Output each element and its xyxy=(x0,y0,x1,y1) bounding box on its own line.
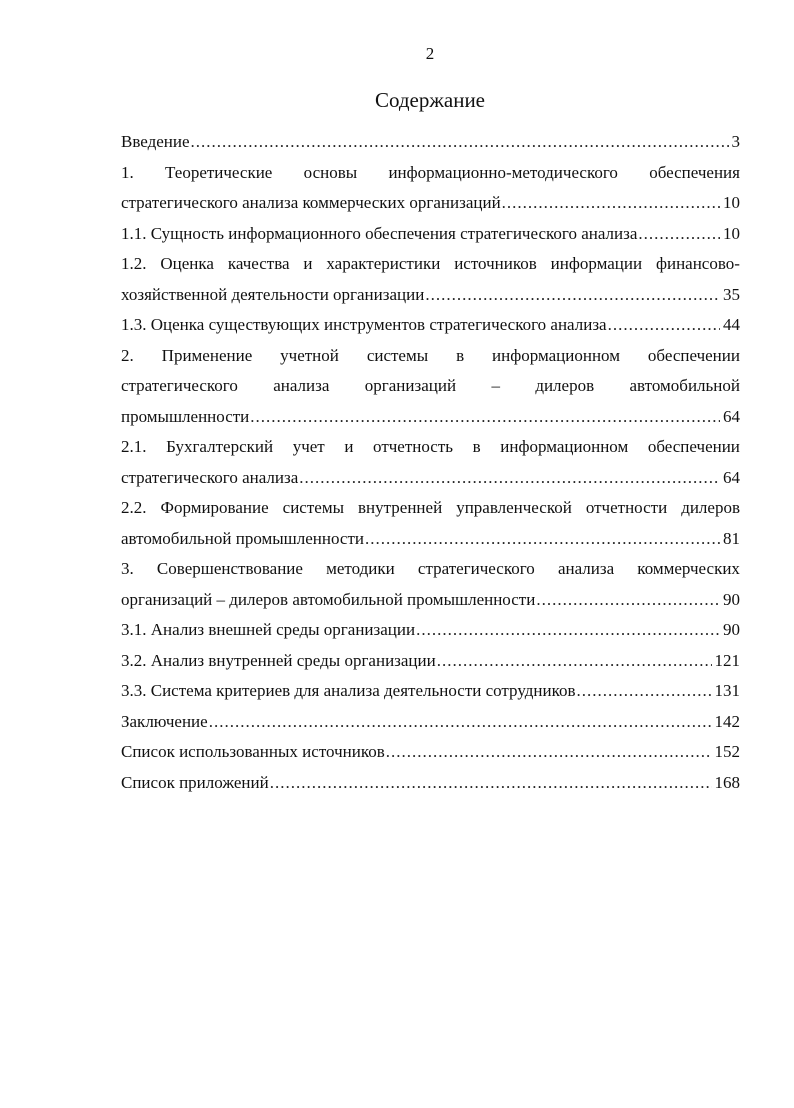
toc-word: дилеров xyxy=(681,498,740,517)
toc-word: характеристики xyxy=(326,254,441,273)
toc-entry-title: 1.3. Оценка существующих инструментов стратегического анализа xyxy=(121,315,607,334)
toc-entry-line xyxy=(121,341,740,372)
toc-entry-last-line xyxy=(121,280,740,311)
toc-word: отчетность xyxy=(373,437,454,456)
toc-word: и xyxy=(344,437,354,456)
toc-word: коммерческих xyxy=(637,559,740,578)
toc-page-number: 81 xyxy=(723,528,740,548)
toc-entry[interactable] xyxy=(121,127,740,158)
toc-entry-last-line xyxy=(121,188,740,219)
toc-word: автомобильной xyxy=(629,376,740,395)
toc-entry-last-line xyxy=(121,707,740,738)
toc-entry[interactable] xyxy=(121,707,740,738)
toc-word: учетной xyxy=(280,345,339,365)
toc-word: в xyxy=(472,437,481,456)
toc-entry-title: 3.3. Система критериев для анализа деятельности сотрудников xyxy=(121,681,576,700)
toc-entry-line xyxy=(121,158,740,189)
toc-word: системы xyxy=(366,345,429,365)
page-number: 2 xyxy=(425,44,435,63)
toc-entry-title: Список приложений xyxy=(121,772,269,792)
toc-word: обеспечения xyxy=(649,162,740,182)
toc-word: 1.2. xyxy=(121,254,147,273)
toc-entry-last-line xyxy=(121,463,740,494)
toc-entry-last-line xyxy=(121,768,740,799)
toc-word: информационном xyxy=(500,437,629,456)
table-of-contents xyxy=(121,127,740,798)
dot-leader xyxy=(209,707,712,738)
dot-leader xyxy=(577,676,712,707)
toc-word: Оценка xyxy=(160,254,214,273)
toc-word: обеспечении xyxy=(647,437,740,456)
toc-entry-title: автомобильной промышленности xyxy=(121,528,364,548)
toc-word: управленческой xyxy=(456,498,572,517)
dot-leader xyxy=(608,310,720,341)
toc-word: Формирование xyxy=(160,498,269,517)
dot-leader xyxy=(536,585,720,616)
toc-entry[interactable] xyxy=(121,646,740,677)
toc-entry-line xyxy=(121,371,740,402)
toc-entry-title: стратегического анализа xyxy=(121,467,299,487)
toc-entry[interactable] xyxy=(121,310,740,341)
toc-page-number: 10 xyxy=(723,223,740,243)
page-title: Содержание xyxy=(374,88,486,112)
toc-entry[interactable] xyxy=(121,493,740,554)
toc-page-number: 90 xyxy=(723,589,740,609)
toc-page-number: 64 xyxy=(723,406,740,426)
toc-entry-title: 3.2. Анализ внутренней среды организации xyxy=(121,650,436,670)
toc-word: обеспечении xyxy=(647,345,740,365)
dot-leader xyxy=(191,127,729,158)
toc-word: информационно-методического xyxy=(388,162,618,182)
toc-word: анализа xyxy=(273,376,330,395)
toc-entry-last-line xyxy=(121,127,740,158)
toc-entry[interactable] xyxy=(121,768,740,799)
toc-word: – xyxy=(491,376,500,395)
toc-word: организаций xyxy=(364,376,457,395)
toc-entry-last-line xyxy=(121,737,740,768)
toc-word: в xyxy=(456,345,465,365)
toc-page-number: 131 xyxy=(714,681,740,700)
toc-page-number: 121 xyxy=(714,650,740,670)
toc-entry[interactable] xyxy=(121,158,740,219)
toc-page-number: 64 xyxy=(723,467,740,487)
toc-word: качества xyxy=(227,254,290,273)
toc-word: стратегического xyxy=(417,559,535,578)
toc-word: 1. xyxy=(121,162,134,182)
toc-entry-line xyxy=(121,554,740,585)
toc-page-number: 10 xyxy=(723,193,740,212)
toc-entry-line xyxy=(121,432,740,463)
toc-word: учет xyxy=(292,437,325,456)
toc-word: дилеров xyxy=(535,376,595,395)
toc-entry-last-line xyxy=(121,676,740,707)
toc-word: информационном xyxy=(492,345,620,365)
toc-entry[interactable] xyxy=(121,249,740,310)
toc-word: 2. xyxy=(121,345,134,365)
toc-page-number: 142 xyxy=(714,711,740,731)
dot-leader xyxy=(299,463,720,494)
toc-page-number: 35 xyxy=(723,284,740,304)
toc-word: Совершенствование xyxy=(156,559,303,578)
toc-entry-title: 3.1. Анализ внешней среды организации xyxy=(121,620,416,639)
toc-entry-title: Введение xyxy=(121,132,190,151)
toc-word: Бухгалтерский xyxy=(166,437,274,456)
toc-word: информации xyxy=(550,254,643,273)
toc-entry[interactable] xyxy=(121,737,740,768)
dot-leader xyxy=(425,280,720,311)
dot-leader xyxy=(638,219,720,250)
toc-page-number: 90 xyxy=(723,620,740,639)
toc-word: и xyxy=(303,254,313,273)
toc-entry[interactable] xyxy=(121,676,740,707)
toc-entry-last-line xyxy=(121,585,740,616)
toc-entry-last-line xyxy=(121,615,740,646)
toc-word: методики xyxy=(326,559,395,578)
dot-leader xyxy=(250,402,720,433)
toc-entry-last-line xyxy=(121,402,740,433)
toc-entry[interactable] xyxy=(121,219,740,250)
dot-leader xyxy=(502,188,720,219)
dot-leader xyxy=(365,524,720,555)
toc-word: стратегического xyxy=(121,376,238,395)
dot-leader xyxy=(416,615,720,646)
toc-word: Применение xyxy=(161,345,253,365)
toc-word: анализа xyxy=(557,559,615,578)
toc-word: основы xyxy=(303,162,358,182)
toc-entry-title: организаций – дилеров автомобильной промышленности xyxy=(121,589,536,609)
toc-word: 2.2. xyxy=(121,498,147,517)
toc-page-number: 168 xyxy=(714,772,740,792)
toc-entry[interactable] xyxy=(121,432,740,493)
dot-leader xyxy=(437,646,712,677)
dot-leader xyxy=(270,768,712,799)
toc-page-number: 3 xyxy=(731,132,740,151)
toc-word: 2.1. xyxy=(121,437,147,456)
toc-entry[interactable] xyxy=(121,615,740,646)
toc-entry-last-line xyxy=(121,219,740,250)
toc-entry-last-line xyxy=(121,310,740,341)
toc-page-number: 152 xyxy=(714,742,740,761)
toc-entry-title: промышленности xyxy=(121,406,250,426)
toc-word: системы xyxy=(282,498,344,517)
toc-entry-title: Заключение xyxy=(121,711,208,731)
toc-entry[interactable] xyxy=(121,554,740,615)
toc-page-number: 44 xyxy=(723,315,740,334)
toc-word: финансово- xyxy=(655,254,740,273)
toc-entry-line xyxy=(121,249,740,280)
toc-word: внутренней xyxy=(358,498,443,517)
toc-entry-line xyxy=(121,493,740,524)
toc-entry[interactable] xyxy=(121,341,740,433)
toc-entry-last-line xyxy=(121,524,740,555)
toc-entry-title: хозяйственной деятельности организации xyxy=(121,284,425,304)
toc-word: отчетности xyxy=(585,498,668,517)
dot-leader xyxy=(386,737,712,768)
toc-entry-title: Список использованных источников xyxy=(121,742,385,761)
toc-word: источников xyxy=(454,254,537,273)
toc-entry-title: 1.1. Сущность информационного обеспечения стратегического анализа xyxy=(121,223,638,243)
toc-word: Теоретические xyxy=(165,162,273,182)
toc-entry-title: стратегического анализа коммерческих организаций xyxy=(121,193,501,212)
toc-entry-last-line xyxy=(121,646,740,677)
toc-word: 3. xyxy=(121,559,134,578)
